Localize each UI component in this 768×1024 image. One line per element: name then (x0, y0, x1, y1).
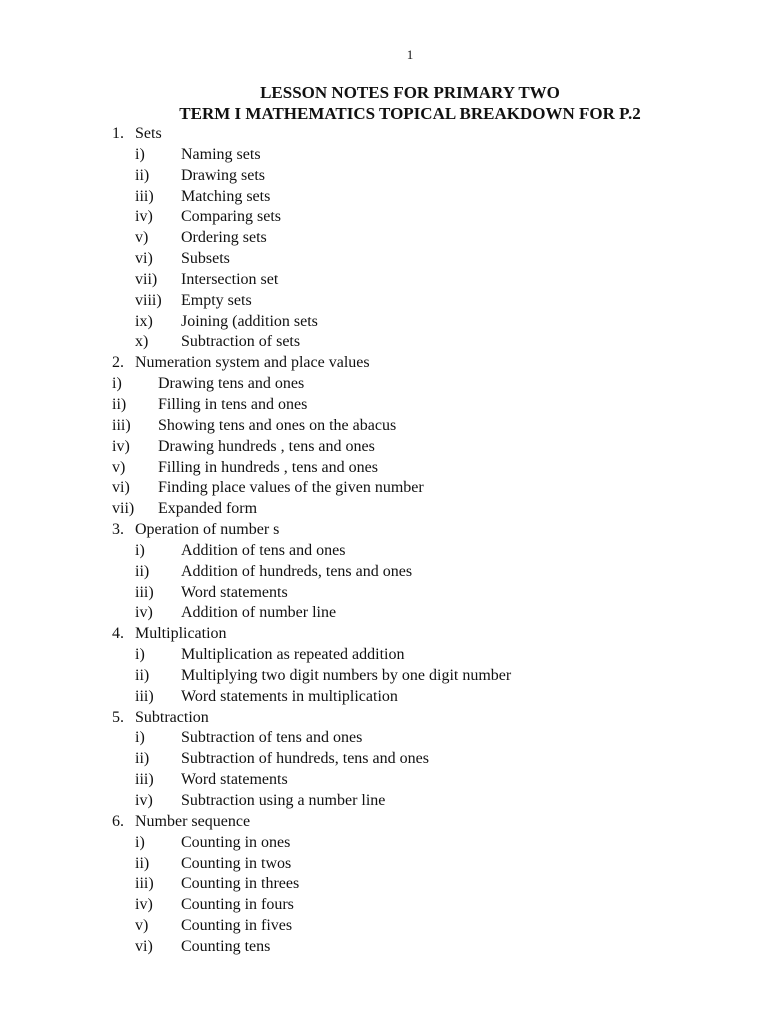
document-header (0, 82, 768, 124)
list-item (0, 583, 768, 604)
item-numeral: ii) (135, 562, 150, 580)
item-text: Addition of number line (181, 604, 337, 622)
section-heading (0, 520, 768, 541)
list-item (0, 541, 768, 562)
section-title: Multiplication (135, 625, 227, 643)
list-item (0, 854, 768, 875)
item-numeral: iii) (135, 187, 154, 205)
item-text: Word statements (181, 583, 288, 601)
document-title: LESSON NOTES FOR PRIMARY TWO (260, 83, 560, 102)
item-text: Word statements in multiplication (181, 687, 398, 705)
list-item (0, 833, 768, 854)
item-numeral: iii) (135, 875, 154, 893)
item-numeral: iv) (135, 208, 153, 226)
list-item (0, 874, 768, 895)
item-text: Joining (addition sets (181, 312, 318, 330)
section-number: 6. (112, 812, 124, 830)
list-item (0, 207, 768, 228)
item-text: Comparing sets (181, 208, 281, 226)
item-numeral: ix) (135, 312, 153, 330)
item-text: Matching sets (181, 187, 271, 205)
section-heading (0, 624, 768, 645)
item-numeral: i) (135, 646, 145, 664)
item-text: Counting in fives (181, 917, 293, 935)
item-text: Filling in tens and ones (158, 395, 308, 413)
item-numeral: i) (135, 541, 145, 559)
item-numeral: iii) (135, 687, 154, 705)
item-text: Drawing tens and ones (158, 375, 305, 393)
list-item (0, 249, 768, 270)
list-item (0, 895, 768, 916)
topic-outline (0, 124, 768, 958)
section-number: 2. (112, 354, 124, 372)
item-numeral: vi) (135, 937, 153, 955)
section-number: 1. (112, 125, 124, 142)
item-text: Naming sets (181, 145, 261, 163)
list-item (0, 166, 768, 187)
section-heading (0, 124, 768, 145)
section-title: Number sequence (135, 812, 251, 830)
item-numeral: iv) (135, 896, 153, 914)
item-text: Intersection set (181, 270, 279, 288)
item-text: Subtraction using a number line (181, 792, 386, 809)
section-title: Numeration system and place values (135, 354, 370, 372)
item-numeral: iii) (135, 583, 154, 601)
item-text: Subtraction of sets (181, 333, 301, 351)
list-item (0, 937, 768, 958)
item-text: Ordering sets (181, 229, 267, 247)
list-item (0, 437, 768, 458)
list-item (0, 562, 768, 583)
item-text: Multiplication as repeated addition (181, 646, 405, 664)
list-item (0, 416, 768, 437)
list-item (0, 458, 768, 479)
item-numeral: i) (135, 729, 145, 747)
list-item (0, 499, 768, 520)
section-title: Subtraction (135, 708, 209, 726)
item-numeral: i) (112, 375, 122, 393)
item-text: Filling in hundreds , tens and ones (158, 458, 378, 476)
list-item (0, 332, 768, 353)
list-item (0, 749, 768, 770)
item-numeral: ii) (135, 666, 150, 684)
list-item (0, 645, 768, 666)
list-item (0, 478, 768, 499)
item-numeral: iv) (135, 604, 153, 622)
item-text: Subtraction of tens and ones (181, 729, 363, 747)
section-heading (0, 353, 768, 374)
item-text: Subsets (181, 250, 230, 268)
list-item (0, 728, 768, 749)
section-heading (0, 708, 768, 729)
document-subtitle: TERM I MATHEMATICS TOPICAL BREAKDOWN FOR P.2 (179, 104, 641, 123)
list-item (0, 770, 768, 791)
item-numeral: ii) (135, 750, 150, 768)
section-number: 5. (112, 708, 124, 726)
item-text: Multiplying two digit numbers by one digit number (181, 666, 512, 684)
item-text: Drawing hundreds , tens and ones (158, 437, 375, 455)
item-text: Counting in ones (181, 833, 291, 851)
item-numeral: iii) (135, 771, 154, 789)
item-numeral: vi) (135, 250, 153, 268)
list-item (0, 374, 768, 395)
list-item (0, 228, 768, 249)
item-numeral: vii) (112, 500, 135, 518)
list-item (0, 291, 768, 312)
section-number: 4. (112, 625, 124, 643)
list-item (0, 312, 768, 333)
item-text: Counting tens (181, 937, 271, 955)
list-item (0, 187, 768, 208)
list-item (0, 791, 768, 812)
section-heading (0, 812, 768, 833)
item-numeral: ii) (135, 166, 150, 184)
item-numeral: viii) (135, 291, 162, 309)
item-numeral: vi) (112, 479, 130, 497)
item-numeral: iv) (112, 437, 130, 455)
item-numeral: x) (135, 333, 149, 351)
item-numeral: vii) (135, 270, 158, 288)
list-item (0, 916, 768, 937)
list-item (0, 270, 768, 291)
item-text: Addition of hundreds, tens and ones (181, 562, 413, 580)
item-numeral: ii) (135, 854, 150, 872)
list-item (0, 666, 768, 687)
item-numeral: i) (135, 833, 145, 851)
item-numeral: v) (135, 229, 149, 247)
list-item (0, 395, 768, 416)
list-item (0, 687, 768, 708)
item-text: Showing tens and ones on the abacus (158, 416, 397, 434)
item-numeral: i) (135, 145, 145, 163)
section-number: 3. (112, 521, 124, 539)
item-text: Addition of tens and ones (181, 541, 346, 559)
item-text: Counting in twos (181, 854, 292, 872)
item-text: Expanded form (158, 500, 258, 518)
item-numeral: ii) (112, 395, 127, 413)
page-number: 1 (406, 47, 414, 62)
section-title: Sets (135, 125, 162, 142)
item-text: Subtraction of hundreds, tens and ones (181, 750, 429, 768)
list-item (0, 603, 768, 624)
item-text: Empty sets (181, 291, 252, 309)
item-text: Drawing sets (181, 166, 265, 184)
item-numeral: iii) (112, 416, 131, 434)
item-numeral: v) (112, 458, 126, 476)
item-text: Counting in fours (181, 896, 294, 914)
section-title: Operation of number s (135, 521, 280, 539)
item-numeral: v) (135, 917, 149, 935)
item-text: Finding place values of the given number (158, 479, 424, 497)
item-text: Word statements (181, 771, 288, 789)
item-text: Counting in threes (181, 875, 300, 893)
list-item (0, 145, 768, 166)
item-numeral: iv) (135, 792, 153, 809)
